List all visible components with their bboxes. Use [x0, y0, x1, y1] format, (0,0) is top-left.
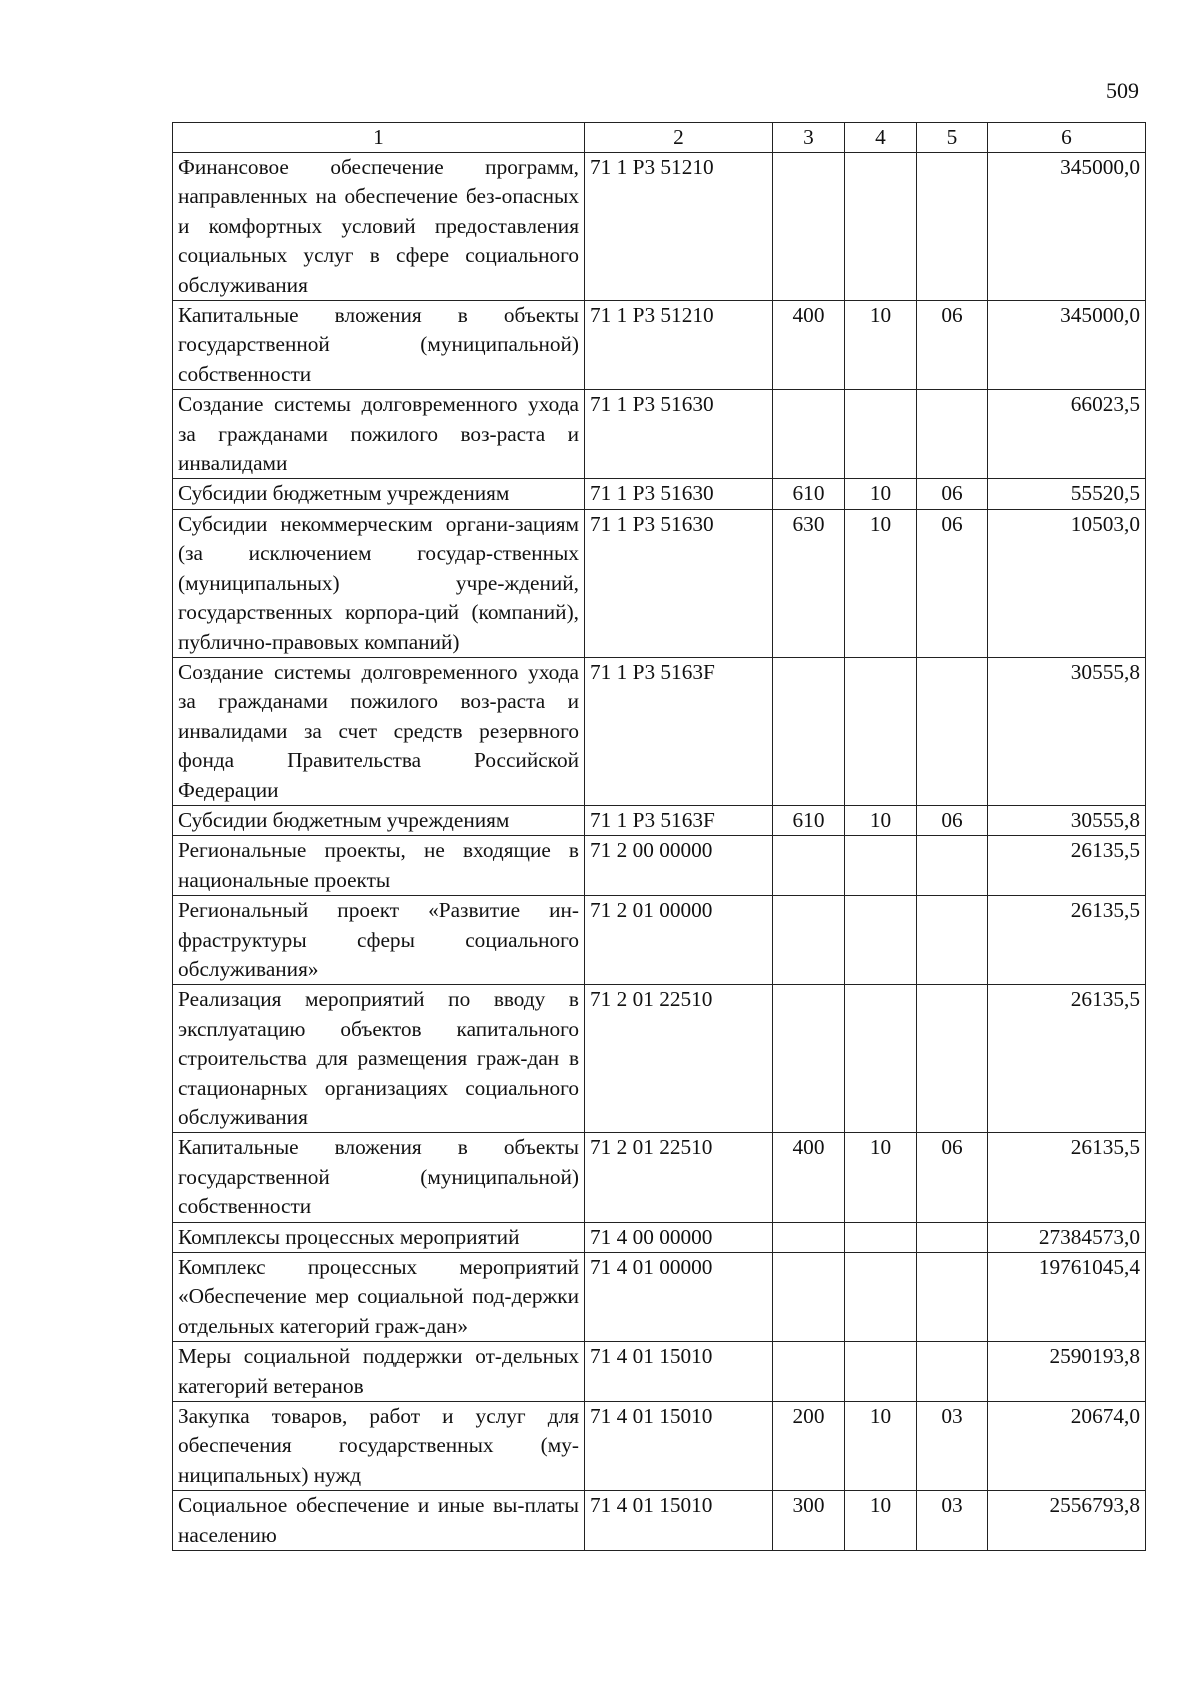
row-name: Комплекс процессных мероприятий «Обеспечение мер социальной под-держки отдельных категорий граж-дан» [173, 1253, 585, 1342]
row-col4: 10 [845, 301, 917, 390]
table-row [173, 1133, 1146, 1222]
row-col3: 300 [773, 1491, 845, 1551]
row-name: Субсидии некоммерческим органи-зациям (за исключением государ-ственных (муниципальных) учре-ждений, государственных корпора-ций (компаний), публично-правовых компаний) [173, 509, 585, 657]
table-row [173, 896, 1146, 985]
row-col5 [917, 1253, 988, 1342]
column-header: 4 [845, 123, 917, 153]
column-header: 2 [585, 123, 773, 153]
row-amount: 2556793,8 [988, 1491, 1146, 1551]
table-row [173, 1402, 1146, 1491]
row-col3: 400 [773, 301, 845, 390]
row-col3 [773, 657, 845, 805]
row-col3 [773, 153, 845, 301]
row-code: 71 4 01 15010 [585, 1402, 773, 1491]
row-code: 71 4 01 00000 [585, 1253, 773, 1342]
row-amount: 345000,0 [988, 301, 1146, 390]
row-code: 71 1 Р3 51210 [585, 301, 773, 390]
row-col5: 06 [917, 479, 988, 509]
row-amount: 26135,5 [988, 985, 1146, 1133]
row-col4: 10 [845, 1491, 917, 1551]
row-col5 [917, 657, 988, 805]
row-col3: 610 [773, 479, 845, 509]
table-row [173, 836, 1146, 896]
row-col3: 630 [773, 509, 845, 657]
row-col4 [845, 153, 917, 301]
row-amount: 20674,0 [988, 1402, 1146, 1491]
row-name: Комплексы процессных мероприятий [173, 1222, 585, 1252]
column-header: 3 [773, 123, 845, 153]
table-row [173, 657, 1146, 805]
column-header: 6 [988, 123, 1146, 153]
row-amount: 26135,5 [988, 1133, 1146, 1222]
table-row [173, 153, 1146, 301]
row-name: Меры социальной поддержки от-дельных категорий ветеранов [173, 1342, 585, 1402]
row-code: 71 4 01 15010 [585, 1342, 773, 1402]
row-code: 71 1 Р3 51630 [585, 479, 773, 509]
row-code: 71 4 00 00000 [585, 1222, 773, 1252]
row-amount: 30555,8 [988, 657, 1146, 805]
row-col3: 200 [773, 1402, 845, 1491]
row-amount: 27384573,0 [988, 1222, 1146, 1252]
row-amount: 26135,5 [988, 836, 1146, 896]
row-name: Создание системы долговременного ухода за гражданами пожилого воз-раста и инвалидами за счет средств резервного фонда Правительства Российской Федерации [173, 657, 585, 805]
table-row [173, 509, 1146, 657]
row-amount: 55520,5 [988, 479, 1146, 509]
table-row [173, 1253, 1146, 1342]
row-code: 71 1 Р3 51210 [585, 153, 773, 301]
row-col4 [845, 985, 917, 1133]
table-row [173, 805, 1146, 835]
row-code: 71 1 Р3 51630 [585, 509, 773, 657]
row-code: 71 1 Р3 51630 [585, 390, 773, 479]
table-row [173, 1342, 1146, 1402]
row-name: Создание системы долговременного ухода за гражданами пожилого воз-раста и инвалидами [173, 390, 585, 479]
row-col5 [917, 1222, 988, 1252]
row-code: 71 2 01 00000 [585, 896, 773, 985]
row-code: 71 1 Р3 5163F [585, 657, 773, 805]
table-row [173, 985, 1146, 1133]
row-name: Социальное обеспечение и иные вы-платы населению [173, 1491, 585, 1551]
row-name: Региональные проекты, не входящие в национальные проекты [173, 836, 585, 896]
row-amount: 345000,0 [988, 153, 1146, 301]
row-name: Закупка товаров, работ и услуг для обеспечения государственных (му-ниципальных) нужд [173, 1402, 585, 1491]
row-col4: 10 [845, 509, 917, 657]
row-col5: 06 [917, 509, 988, 657]
row-amount: 10503,0 [988, 509, 1146, 657]
table-row [173, 1222, 1146, 1252]
row-code: 71 2 00 00000 [585, 836, 773, 896]
row-col3 [773, 1222, 845, 1252]
column-header: 5 [917, 123, 988, 153]
row-code: 71 4 01 15010 [585, 1491, 773, 1551]
row-col3 [773, 390, 845, 479]
row-col5 [917, 836, 988, 896]
row-name: Региональный проект «Развитие ин-фраструктуры сферы социального обслуживания» [173, 896, 585, 985]
row-col5: 06 [917, 805, 988, 835]
row-col4: 10 [845, 479, 917, 509]
row-col4 [845, 390, 917, 479]
row-col3: 400 [773, 1133, 845, 1222]
table-header [173, 123, 1146, 153]
table-row [173, 479, 1146, 509]
row-col3 [773, 985, 845, 1133]
row-amount: 19761045,4 [988, 1253, 1146, 1342]
row-amount: 26135,5 [988, 896, 1146, 985]
page-number: 509 [1106, 78, 1139, 103]
row-col5: 06 [917, 301, 988, 390]
row-col3: 610 [773, 805, 845, 835]
row-code: 71 2 01 22510 [585, 985, 773, 1133]
row-col3 [773, 1342, 845, 1402]
row-col5: 03 [917, 1491, 988, 1551]
table-row [173, 1491, 1146, 1551]
row-col3 [773, 1253, 845, 1342]
row-col4 [845, 657, 917, 805]
row-col5 [917, 390, 988, 479]
row-amount: 66023,5 [988, 390, 1146, 479]
row-col5: 06 [917, 1133, 988, 1222]
row-col4 [845, 836, 917, 896]
row-col5 [917, 153, 988, 301]
row-col4: 10 [845, 1402, 917, 1491]
row-col5 [917, 896, 988, 985]
column-header: 1 [173, 123, 585, 153]
row-name: Субсидии бюджетным учреждениям [173, 479, 585, 509]
row-name: Капитальные вложения в объекты государственной (муниципальной) собственности [173, 301, 585, 390]
row-amount: 30555,8 [988, 805, 1146, 835]
row-name: Капитальные вложения в объекты государственной (муниципальной) собственности [173, 1133, 585, 1222]
table-row [173, 301, 1146, 390]
row-col4 [845, 1222, 917, 1252]
row-code: 71 2 01 22510 [585, 1133, 773, 1222]
row-col4: 10 [845, 805, 917, 835]
budget-table [172, 122, 1146, 1551]
row-col4 [845, 896, 917, 985]
row-amount: 2590193,8 [988, 1342, 1146, 1402]
row-col4 [845, 1342, 917, 1402]
row-col5 [917, 1342, 988, 1402]
header-row [173, 123, 1146, 153]
row-col5 [917, 985, 988, 1133]
table-body [173, 153, 1146, 1551]
row-col4: 10 [845, 1133, 917, 1222]
row-col5: 03 [917, 1402, 988, 1491]
row-col3 [773, 896, 845, 985]
row-col4 [845, 1253, 917, 1342]
row-name: Субсидии бюджетным учреждениям [173, 805, 585, 835]
table-row [173, 390, 1146, 479]
row-name: Реализация мероприятий по вводу в эксплуатацию объектов капитального строительства для размещения граж-дан в стационарных организациях социального обслуживания [173, 985, 585, 1133]
row-code: 71 1 Р3 5163F [585, 805, 773, 835]
row-name: Финансовое обеспечение программ, направленных на обеспечение без-опасных и комфортных условий предоставления социальных услуг в сфере социального обслуживания [173, 153, 585, 301]
row-col3 [773, 836, 845, 896]
